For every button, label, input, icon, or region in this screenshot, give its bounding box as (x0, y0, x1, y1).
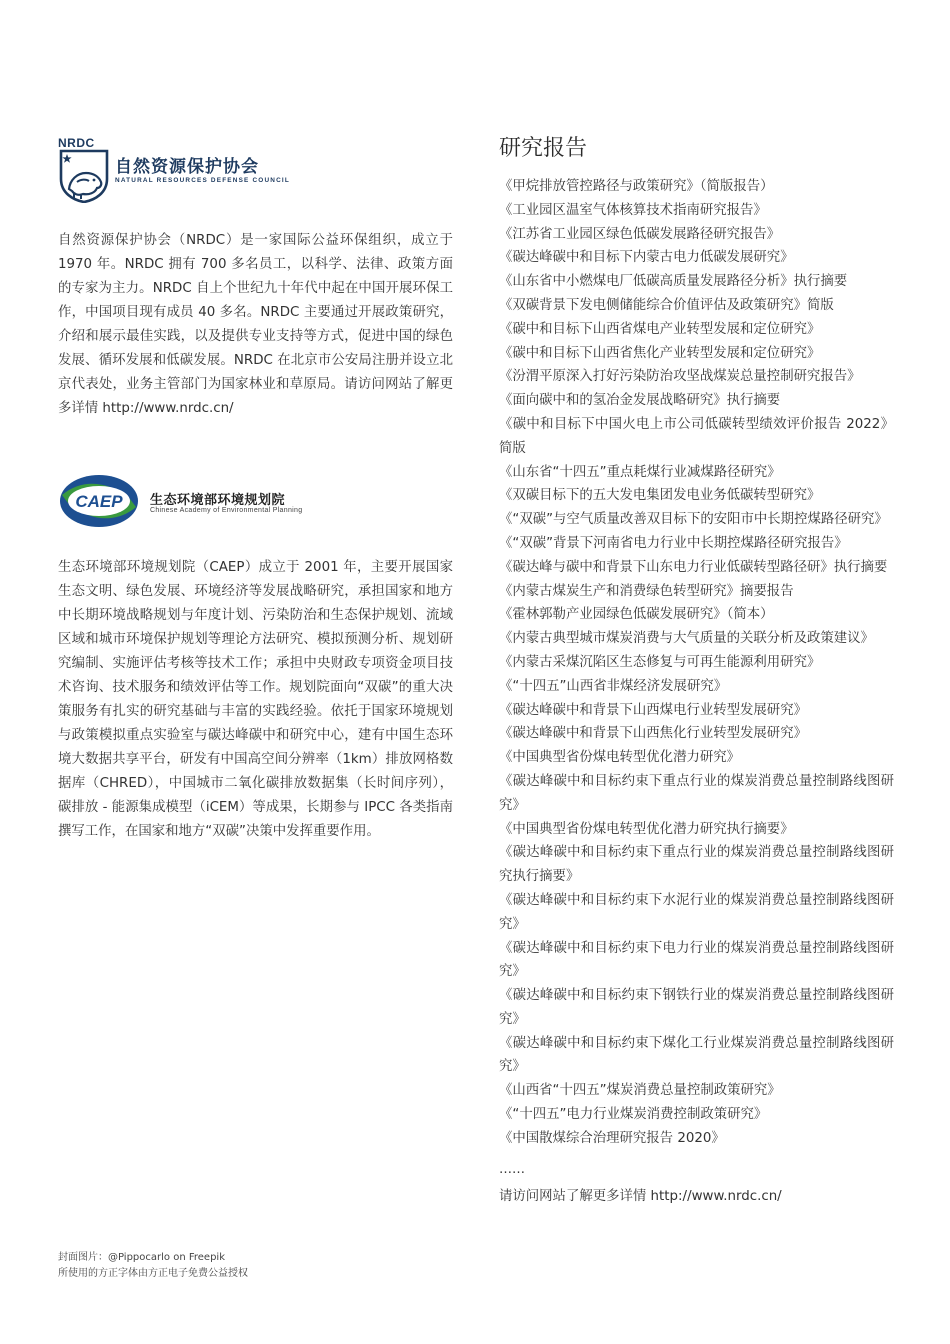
right-column (499, 132, 894, 1209)
report-item: 《碳达峰碳中和目标约束下电力行业的煤炭消费总量控制路线图研究》 (499, 940, 894, 980)
report-item: 《工业园区温室气体核算技术指南研究报告》 (499, 202, 767, 218)
report-item: 《霍林郭勒产业园绿色低碳发展研究》（简本） (499, 607, 774, 623)
report-item: 《碳中和目标下中国火电上市公司低碳转型绩效评价报告 2022》简版 (499, 416, 894, 456)
footer (58, 1250, 248, 1282)
report-item: 《山东省中小燃煤电厂低碳高质量发展路径分析》执行摘要 (499, 274, 848, 290)
report-item: 《碳达峰碳中和目标约束下水泥行业的煤炭消费总量控制路线图研究》 (499, 892, 894, 932)
nrdc-logo (58, 132, 453, 207)
report-item: 《内蒙古典型城市煤炭消费与大气质量的关联分析及政策建议》 (499, 631, 874, 647)
reports-visit-text: 请访问网站了解更多详情 http://www.nrdc.cn/ (499, 1188, 782, 1204)
report-item: 《碳达峰碳中和目标约束下重点行业的煤炭消费总量控制路线图研究》 (499, 773, 894, 813)
report-item: 《内蒙古采煤沉陷区生态修复与可再生能源利用研究》 (499, 654, 821, 670)
report-item: 《“双碳”与空气质量改善双目标下的安阳市中长期控煤路径研究》 (499, 512, 888, 528)
nrdc-logo-name-cn: 自然资源保护协会 (115, 157, 259, 177)
left-column (58, 132, 453, 844)
caep-logo-name-en: Chinese Academy of Environmental Planning (150, 507, 303, 514)
report-item: 《中国典型省份煤电转型优化潜力研究》 (499, 750, 741, 766)
caep-globe-icon (58, 473, 140, 529)
report-item: 《内蒙古煤炭生产和消费绿色转型研究》摘要报告 (499, 583, 794, 599)
caep-logo (58, 471, 453, 531)
report-item: 《碳中和目标下山西省煤电产业转型发展和定位研究》 (499, 321, 821, 337)
nrdc-description: 自然资源保护协会（NRDC）是一家国际公益环保组织，成立于 1970 年。NRDC 拥有 700 多名员工，以科学、法律、政策方面的专家为主力。NRDC 自上个世纪九十年代中起在中国开展环保工作，中国项目现有成员 40 多名。NRDC 主要通过开展政策研究，介绍和展示最佳实践，以及提供专业支持等方式，促进中国的绿色发展、循环发展和低碳发展。NRDC 在北京市公安局注册并设立北京代表处，业务主管部门为国家林业和草原局。请访问网站了解更多详情 http://www.nrdc.cn/ (58, 233, 453, 416)
nrdc-logo-name-en: NATURAL RESOURCES DEFENSE COUNCIL (115, 177, 290, 184)
report-item: 《双碳目标下的五大发电集团发电业务低碳转型研究》 (499, 488, 821, 504)
font-credit: 所使用的方正字体由方正电子免费公益授权 (58, 1268, 248, 1279)
cover-credit: 封面图片：@Pippocarlo on Freepik (58, 1252, 225, 1263)
caep-description: 生态环境部环境规划院（CAEP）成立于 2001 年，主要开展国家生态文明、绿色发展、环境经济等发展战略研究，承担国家和地方中长期环境战略规划与年度计划、污染防治和生态保护规划、流域区域和城市环境保护规划等理论方法研究、模拟预测分析、规划研究编制、实施评估考核等技术工作；承担中央财政专项资金项目技术咨询、技术服务和绩效评估等工作。规划院面向“双碳”的重大决策服务有扎实的研究基础与丰富的实践经验。依托于国家环境规划与政策模拟重点实验室与碳达峰碳中和研究中心，建有中国生态环境大数据共享平台，研发有中国高空间分辨率（1km）排放网格数据库（CHRED），中国城市二氧化碳排放数据集（长时间序列），碳排放 - 能源集成模型（iCEM）等成果，长期参与 IPCC 各类指南撰写工作，在国家和地方“双碳”决策中发挥重要作用。 (58, 560, 453, 839)
report-item: 《“十四五”电力行业煤炭消费控制政策研究》 (499, 1107, 768, 1123)
report-item: 《中国典型省份煤电转型优化潜力研究执行摘要》 (499, 821, 794, 837)
report-item: 《碳达峰碳中和目标约束下煤化工行业煤炭消费总量控制路线图研究》 (499, 1035, 894, 1075)
caep-logo-abbr: CAEP (75, 492, 123, 511)
report-item: 《面向碳中和的氢冶金发展战略研究》执行摘要 (499, 393, 781, 409)
report-item: 《双碳背景下发电侧储能综合价值评估及政策研究》简版 (499, 297, 834, 313)
report-item: 《碳达峰碳中和背景下山西煤电行业转型发展研究》 (499, 702, 807, 718)
report-item: 《江苏省工业园区绿色低碳发展路径研究报告》 (499, 226, 781, 242)
report-item: 《中国散煤综合治理研究报告 2020》 (499, 1130, 725, 1146)
reports-title: 研究报告 (499, 136, 588, 161)
report-item: 《碳达峰与碳中和背景下山东电力行业低碳转型路径研》执行摘要 (499, 559, 888, 575)
report-item: 《甲烷排放管控路径与政策研究》（简版报告） (499, 179, 774, 194)
report-item: 《碳达峰碳中和目标约束下钢铁行业的煤炭消费总量控制路线图研究》 (499, 988, 894, 1027)
report-item: 《“十四五”山西省非煤经济发展研究》 (499, 678, 728, 694)
polar-bear-shield-icon (58, 149, 110, 203)
report-item: 《汾渭平原深入打好污染防治攻坚战煤炭总量控制研究报告》 (499, 369, 861, 385)
report-item: 《山西省“十四五”煤炭消费总量控制政策研究》 (499, 1083, 781, 1099)
report-item: 《碳中和目标下山西省焦化产业转型发展和定位研究》 (499, 345, 821, 361)
report-item: 《碳达峰碳中和背景下山西焦化行业转型发展研究》 (499, 726, 807, 742)
caep-logo-name-cn: 生态环境部环境规划院 (150, 493, 286, 508)
report-item: 《山东省“十四五”重点耗煤行业减煤路径研究》 (499, 464, 781, 480)
nrdc-logo-abbr: NRDC (58, 136, 95, 150)
report-item: 《“双碳”背景下河南省电力行业中长期控煤路径研究报告》 (499, 535, 848, 551)
report-item: 《碳达峰碳中和目标约束下重点行业的煤炭消费总量控制路线图研究执行摘要》 (499, 845, 894, 885)
report-item: 《碳达峰碳中和目标下内蒙古电力低碳发展研究》 (499, 250, 794, 266)
reports-ellipsis: …… (499, 1161, 525, 1177)
report-list (499, 175, 894, 1151)
